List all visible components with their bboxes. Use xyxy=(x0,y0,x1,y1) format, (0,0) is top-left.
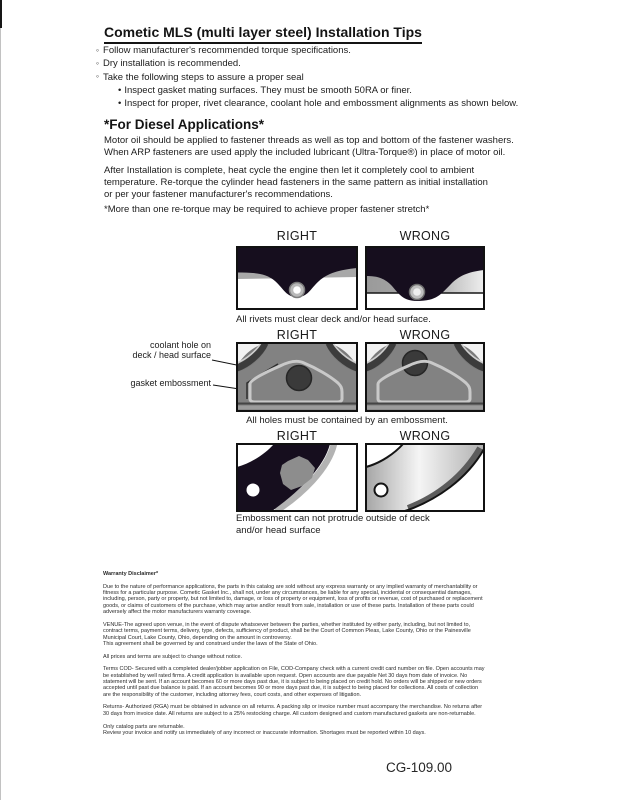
fine-line: Returns- Authorized (RGA) must be obtained in advance on all returns. A packing slip or invoice number must accompany the merchandise. No returns after xyxy=(103,704,483,711)
callout-line: coolant hole on xyxy=(149,340,211,350)
disclaimer-paragraph xyxy=(103,724,517,737)
tip-item xyxy=(96,57,518,70)
fine-line: including, person, party or property, but not limited to, damage, or loss of property or equipment, loss of profits or revenue, cost of purchased or replacement xyxy=(103,596,483,603)
diesel-paragraph-2 xyxy=(104,165,488,200)
tip-subitem xyxy=(118,97,518,110)
fine-line: be established by well rated firms. A credit application is available upon request. Open accounts are due payable Net 30 days from date of invoice. No xyxy=(103,672,468,679)
fine-line: fitness for a particular purpose. Cometic Gasket Inc., shall not, under any circumstances, be liable for any special, incidental or consequential damages, xyxy=(103,590,472,597)
fine-line: All prices and terms are subject to change without notice. xyxy=(103,653,243,660)
fig2-wrong-diagram xyxy=(365,342,485,412)
retorque-note: *More than one re-torque may be required to achieve proper fastener stretch* xyxy=(104,204,430,215)
tip-text: Take the following steps to assure a proper seal xyxy=(103,71,304,83)
diesel-section-heading: *For Diesel Applications* xyxy=(104,117,265,132)
gasket-embossment-callout: gasket embossment xyxy=(130,378,211,388)
fine-line: VENUE-The agreed upon venue, in the event of dispute whatsoever between the parties, whether instituted by either party, including, but not limited to, xyxy=(103,621,471,628)
fine-line: Only catalog parts are returnable. xyxy=(103,723,185,730)
disclaimer-paragraph xyxy=(103,666,517,698)
installation-tips-list xyxy=(96,44,518,110)
circle-bullet-icon: ◦ xyxy=(96,44,100,55)
fig3-right-label: RIGHT xyxy=(276,429,318,443)
tip-item xyxy=(96,44,518,57)
page-left-edge xyxy=(0,0,1,800)
disclaimer-heading: Warranty Disclaimer* xyxy=(103,571,159,577)
fine-line: Due to the nature of performance applications, the parts in this catalog are sold without any express warranty or any implied warranty of merchantability or xyxy=(103,583,478,590)
paragraph-line: or per your fastener manufacturer's recommendations. xyxy=(104,188,333,200)
page-title xyxy=(104,24,422,40)
fine-line: This agreement shall be governed by and construed under the laws of the State of Ohio. xyxy=(103,640,318,647)
fig2-right-diagram xyxy=(236,342,358,412)
fig3-right-diagram xyxy=(236,443,358,512)
fig3-wrong-label: WRONG xyxy=(399,429,451,443)
fine-line: 30 days from invoice date. All returns are subject to a 25% restocking charge. All custom designed and custom manufactured gaskets are non-returnable. xyxy=(103,710,476,717)
page-title-text: Cometic MLS (multi layer steel) Installation Tips xyxy=(104,24,422,44)
fig2-right-label: RIGHT xyxy=(276,328,318,342)
registration-mark xyxy=(0,0,2,28)
fig3-caption xyxy=(236,513,430,536)
tip-text: Dry installation is recommended. xyxy=(103,58,241,70)
circle-bullet-icon: ◦ xyxy=(96,71,100,82)
fine-line: adversely affect the motor manufacturers warranty coverage. xyxy=(103,609,252,616)
fine-line: Terms COD- Secured with a completed dealer/jobber application on File, COD-Company check with a current credit card number on file. Open accounts may xyxy=(103,666,485,673)
fig1-right-label: RIGHT xyxy=(276,229,318,243)
diesel-paragraph-1 xyxy=(104,135,514,159)
fig2-wrong-label: WRONG xyxy=(399,328,451,342)
fine-line: Review your invoice and notify us immediately of any incorrect or inaccurate information. Shortages must be reported within 10 days. xyxy=(103,729,426,736)
dot-bullet-icon: • xyxy=(118,84,122,96)
tip-subitem xyxy=(118,84,518,97)
fig1-wrong-diagram xyxy=(365,246,485,310)
disclaimer-paragraph xyxy=(103,654,517,660)
fine-line: are the responsibility of the customer, including attorney fees, court costs, and other expenses of litigation. xyxy=(103,691,362,698)
fine-line: goods, or claims of customers of the purchase, which may arise and/or result from sale, installation or use of these parts. Installation of these parts could xyxy=(103,602,474,609)
caption-line: Embossment can not protrude outside of deck xyxy=(236,513,430,524)
tip-item xyxy=(96,71,518,84)
paragraph-line: temperature. Re-torque the cylinder head fasteners in the same pattern as initial installation xyxy=(104,176,488,188)
fine-line: Municipal Court, Lake County, Ohio, depending on the amount in controversy. xyxy=(103,634,292,641)
paragraph-line: When ARP fasteners are used apply the included lubricant (Ultra-Torque®) in place of motor oil. xyxy=(104,146,506,158)
disclaimer-paragraph xyxy=(103,622,517,647)
fine-line: accepted until past due balance is paid. If an account becomes 90 or more days past due, it is subject to being placed for collections. All costs of collection xyxy=(103,685,479,692)
tip-text: Inspect for proper, rivet clearance, coolant hole and embossment alignments as shown below. xyxy=(124,98,519,110)
disclaimer-paragraph xyxy=(103,584,517,616)
caption-line: and/or head surface xyxy=(236,524,321,536)
disclaimer-paragraph xyxy=(103,704,517,717)
paragraph-line: Motor oil should be applied to fastener threads as well as top and bottom of the fastener washers. xyxy=(104,135,514,146)
circle-bullet-icon: ◦ xyxy=(96,57,100,68)
fig1-caption: All rivets must clear deck and/or head surface. xyxy=(236,314,431,325)
fine-line: contract terms, payment terms, delivery, type, defects, sufficiency of product, shall be the Court of Common Pleas, Lake County, Ohio or the Painesville xyxy=(103,628,471,635)
fig1-wrong-label: WRONG xyxy=(399,229,451,243)
dot-bullet-icon: • xyxy=(118,98,122,110)
coolant-hole-callout xyxy=(101,340,211,361)
fig1-right-diagram xyxy=(236,246,358,310)
page-code: CG-109.00 xyxy=(386,760,453,775)
callout-line: deck / head surface xyxy=(132,350,211,361)
tip-text: Inspect gasket mating surfaces. They must be smooth 50RA or finer. xyxy=(124,84,412,96)
tip-text: Follow manufacturer's recommended torque specifications. xyxy=(103,45,351,56)
paragraph-line: After Installation is complete, heat cycle the engine then let it completely cool to ambient xyxy=(104,165,475,176)
warranty-disclaimer xyxy=(103,571,517,743)
fig3-wrong-diagram xyxy=(365,443,485,512)
fig2-caption: All holes must be contained by an embossment. xyxy=(246,415,448,426)
fine-line: statement will be sent. If an account becomes 60 or more days past due, it is subject to being placed on credit hold. No orders will be shipped or new orders xyxy=(103,679,482,686)
